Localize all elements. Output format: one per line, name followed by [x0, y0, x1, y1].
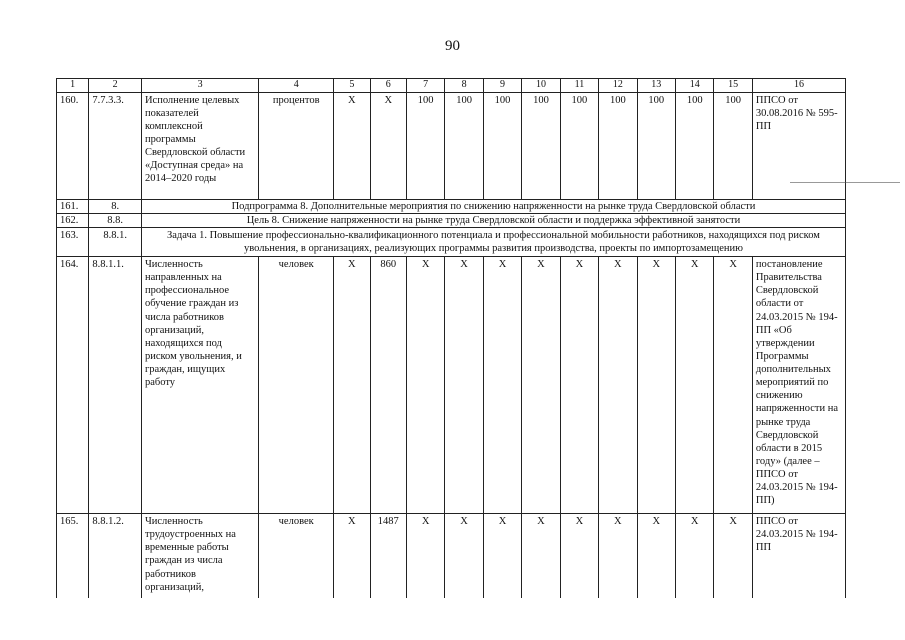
source-cell: ППСО от 24.03.2015 № 194-ПП	[752, 514, 845, 599]
value-cell: Х	[522, 514, 560, 599]
header-cell: 16	[752, 79, 845, 93]
value-cell: 100	[522, 92, 560, 199]
column-number-row	[57, 79, 846, 93]
header-cell: 11	[560, 79, 598, 93]
header-cell: 6	[370, 79, 406, 93]
unit-cell: человек	[259, 257, 334, 514]
value-cell: Х	[483, 514, 521, 599]
subprogram-title: Подпрограмма 8. Дополнительные мероприятия по снижению напряженности на рынке труда Свердловской области	[141, 199, 845, 213]
value-cell: Х	[334, 514, 370, 599]
value-cell: 100	[560, 92, 598, 199]
value-cell: Х	[445, 514, 483, 599]
indicator-name: Численность направленных на профессиональное обучение граждан из числа работников организаций, находящихся под риском увольнения, и граждан, ищущих работу	[141, 257, 258, 514]
header-cell: 2	[89, 79, 142, 93]
header-cell: 1	[57, 79, 89, 93]
unit-cell: процентов	[259, 92, 334, 199]
table-row	[57, 257, 846, 514]
value-cell: 100	[676, 92, 714, 199]
value-cell: Х	[370, 92, 406, 199]
value-cell: 100	[714, 92, 752, 199]
header-cell: 7	[406, 79, 444, 93]
value-cell: 100	[599, 92, 637, 199]
row-number: 161.	[57, 199, 89, 213]
value-cell: 100	[406, 92, 444, 199]
header-cell: 5	[334, 79, 370, 93]
goal-title: Цель 8. Снижение напряженности на рынке труда Свердловской области и поддержка эффективной занятости	[141, 213, 845, 227]
header-cell: 9	[483, 79, 521, 93]
header-cell: 13	[637, 79, 675, 93]
value-cell: Х	[406, 257, 444, 514]
row-code: 8.	[89, 199, 142, 213]
table-row	[57, 199, 846, 213]
header-cell: 12	[599, 79, 637, 93]
value-cell: Х	[406, 514, 444, 599]
unit-cell: человек	[259, 514, 334, 599]
value-cell: 1487	[370, 514, 406, 599]
value-cell: Х	[676, 514, 714, 599]
header-cell: 8	[445, 79, 483, 93]
value-cell: Х	[522, 257, 560, 514]
scan-artifact-line	[790, 182, 900, 183]
header-cell: 15	[714, 79, 752, 93]
row-number: 165.	[57, 514, 89, 599]
row-code: 8.8.1.2.	[89, 514, 142, 599]
value-cell: Х	[334, 92, 370, 199]
table-row	[57, 514, 846, 599]
indicator-name: Исполнение целевых показателей комплексной программы Свердловской области «Доступная среда» на 2014–2020 годы	[141, 92, 258, 199]
value-cell: 100	[637, 92, 675, 199]
table-row	[57, 213, 846, 227]
row-number: 160.	[57, 92, 89, 199]
value-cell: Х	[599, 514, 637, 599]
value-cell: Х	[714, 257, 752, 514]
source-cell: ППСО от 30.08.2016 № 595-ПП	[752, 92, 845, 199]
table-row	[57, 92, 846, 199]
row-code: 8.8.	[89, 213, 142, 227]
row-number: 163.	[57, 227, 89, 256]
table-row	[57, 227, 846, 256]
value-cell: Х	[714, 514, 752, 599]
source-cell: постановление Правительства Свердловской области от 24.03.2015 № 194-ПП «Об утверждении Программы дополнительных мероприятий по снижению напряженности на рынке труда Свердловской области в 2015 году» (далее – ППСО от 24.03.2015 № 194-ПП)	[752, 257, 845, 514]
value-cell: Х	[560, 514, 598, 599]
value-cell: 100	[445, 92, 483, 199]
row-code: 8.8.1.	[89, 227, 142, 256]
row-code: 7.7.3.3.	[89, 92, 142, 199]
row-number: 164.	[57, 257, 89, 514]
value-cell: Х	[483, 257, 521, 514]
value-cell: Х	[676, 257, 714, 514]
header-cell: 4	[259, 79, 334, 93]
row-number: 162.	[57, 213, 89, 227]
indicator-table	[56, 78, 846, 598]
header-cell: 14	[676, 79, 714, 93]
value-cell: Х	[560, 257, 598, 514]
header-cell: 3	[141, 79, 258, 93]
task-title: Задача 1. Повышение профессионально-квалификационного потенциала и профессиональной мобильности работников, находящихся под риском увольнения, в организациях, реализующих программы развития производства, проекты по импортозамещению	[141, 227, 845, 256]
value-cell: Х	[445, 257, 483, 514]
value-cell: Х	[334, 257, 370, 514]
value-cell: Х	[637, 514, 675, 599]
page-number: 90	[445, 38, 460, 54]
row-code: 8.8.1.1.	[89, 257, 142, 514]
value-cell: 860	[370, 257, 406, 514]
indicator-name: Численность трудоустроенных на временные работы граждан из числа работников организаций,	[141, 514, 258, 599]
header-cell: 10	[522, 79, 560, 93]
indicator-table-wrapper	[56, 78, 846, 598]
value-cell: Х	[599, 257, 637, 514]
value-cell: Х	[637, 257, 675, 514]
value-cell: 100	[483, 92, 521, 199]
